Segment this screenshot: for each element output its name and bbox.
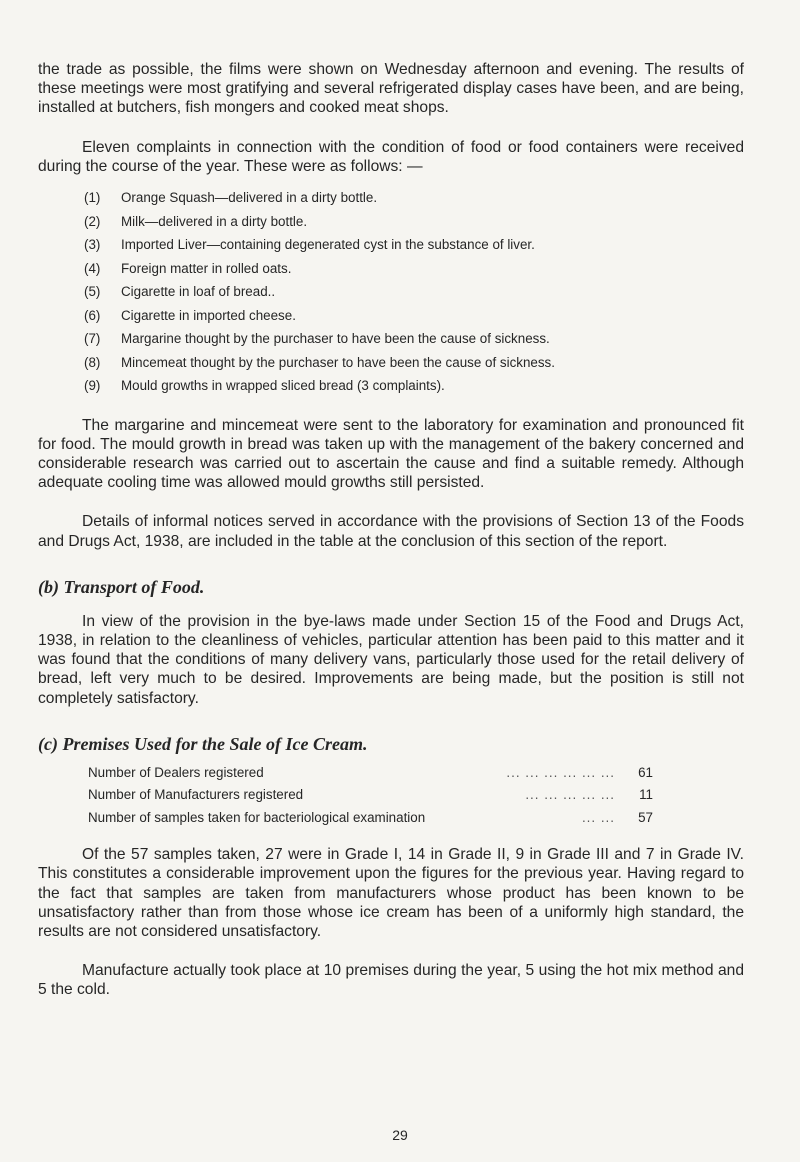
item-number: (5) — [84, 284, 101, 300]
samples-paragraph: Of the 57 samples taken, 27 were in Grade I, 14 in Grade II, 9 in Grade III and 7 in Grade IV. This constitutes a considerable improvement upon the figures for the previous year. Having regard to the fact that samples are taken from manufacturers whose product has been known to be unsatisfactory rather than from those whose ice cream has been of a uniformly high standard, the results are not considered unsatisfactory. — [38, 846, 744, 941]
item-text: Cigarette in loaf of bread.. — [121, 284, 276, 300]
list-item — [84, 284, 744, 300]
item-text: Milk—delivered in a dirty bottle. — [121, 213, 308, 229]
list-item — [84, 308, 744, 324]
list-item — [84, 261, 744, 277]
list-item — [84, 378, 744, 394]
section-b-paragraph: In view of the provision in the bye-laws made under Section 15 of the Food and Drugs Act, 1938, in relation to the cleanliness of vehicles, particular attention has been paid to this matter and it was found that the conditions of many delivery vans, particularly those used for the retail delivery of bread, left very much to be desired. Improvements are being made, but the position is still not completely satisfactory. — [38, 612, 744, 707]
item-text: Margarine thought by the purchaser to have been the cause of sickness. — [121, 331, 550, 347]
item-text: Mincemeat thought by the purchaser to have been the cause of sickness. — [121, 354, 555, 370]
manufacture-paragraph: Manufacture actually took place at 10 premises during the year, 5 using the hot mix method and 5 the cold. — [38, 962, 744, 999]
complaints-list — [38, 190, 744, 394]
stat-value: 57 — [638, 809, 653, 825]
stat-row — [88, 787, 653, 803]
item-number: (9) — [84, 378, 101, 394]
item-number: (2) — [84, 213, 101, 229]
item-number: (7) — [84, 331, 101, 347]
item-number: (3) — [84, 237, 101, 253]
item-number: (1) — [84, 190, 101, 206]
item-number: (6) — [84, 307, 101, 323]
item-number: (4) — [84, 260, 101, 276]
leader-dots: ... ... ... ... ... ... — [506, 764, 615, 780]
stat-value: 61 — [638, 764, 653, 780]
list-item — [84, 190, 744, 206]
item-text: Orange Squash—delivered in a dirty bottle. — [121, 190, 378, 206]
stat-row — [88, 810, 653, 826]
list-item — [84, 355, 744, 371]
item-text: Foreign matter in rolled oats. — [121, 260, 292, 276]
leader-dots: ... ... ... ... ... — [525, 787, 615, 803]
stat-row — [88, 765, 653, 781]
intro-paragraph: the trade as possible, the films were shown on Wednesday afternoon and evening. The results of these meetings were most gratifying and several refrigerated display cases have been, and are being, installed at butchers, fish mongers and cooked meat shops. — [38, 61, 744, 117]
item-number: (8) — [84, 354, 101, 370]
list-item — [84, 237, 744, 253]
item-text: Mould growths in wrapped sliced bread (3 complaints). — [121, 378, 445, 394]
item-text: Imported Liver—containing degenerated cyst in the substance of liver. — [121, 237, 535, 253]
margarine-paragraph: The margarine and mincemeat were sent to the laboratory for examination and pronounced fit for food. The mould growth in bread was taken up with the management of the bakery concerned and considerable research was carried out to ascertain the cause and find a suitable remedy. Although adequate cooling time was allowed mould growths still persisted. — [38, 416, 744, 492]
stat-label: Number of Dealers registered — [88, 764, 264, 780]
stat-label: Number of samples taken for bacteriological examination — [88, 809, 426, 825]
ice-cream-stats — [88, 765, 653, 826]
section-b-heading: (b) Transport of Food. — [38, 576, 205, 597]
list-item — [84, 331, 744, 347]
stat-label: Number of Manufacturers registered — [88, 787, 304, 803]
leader-dots: ... ... — [581, 809, 615, 825]
stat-value: 11 — [639, 787, 653, 803]
complaints-intro: Eleven complaints in connection with the condition of food or food containers were received during the course of the year. These were as follows: — — [38, 138, 744, 175]
page-number: 29 — [392, 1127, 408, 1143]
item-text: Cigarette in imported cheese. — [121, 307, 296, 323]
list-item — [84, 214, 744, 230]
section-c-heading: (c) Premises Used for the Sale of Ice Cream. — [38, 733, 368, 754]
details-paragraph: Details of informal notices served in accordance with the provisions of Section 13 of the Foods and Drugs Act, 1938, are included in the table at the conclusion of this section of the report. — [38, 513, 744, 550]
